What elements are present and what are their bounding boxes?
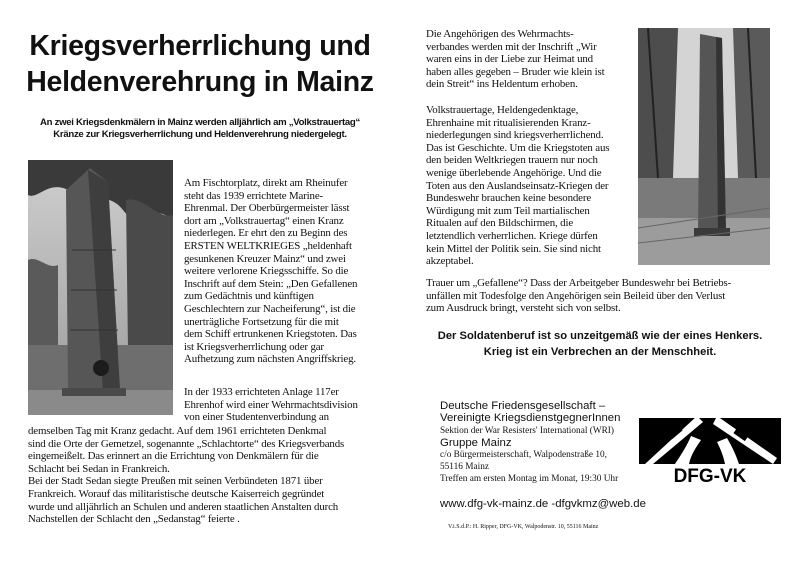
subtitle	[22, 117, 378, 141]
text-line: Volkstrauertage, Heldengedenktage,	[426, 104, 579, 116]
organization-block	[440, 400, 640, 485]
text-line: akzeptabel.	[426, 255, 474, 268]
text-line: dein Streit“ ins Heldentum erhoben.	[426, 78, 578, 91]
org-section: Sektion der War Resisters' International (WRI)	[440, 425, 614, 436]
text-line: haben alles gegeben – Bruder wie klein ist	[426, 65, 605, 78]
text-line: wurde und alljährlich an Schulen und anderen staatlichen Anstalten durch	[28, 500, 339, 513]
text-line: Aufhetzung zum nächsten Angriffskrieg.	[184, 353, 356, 366]
text-line: steht das 1939 errichtete Marine-	[184, 189, 323, 202]
trauer-paragraph	[426, 277, 786, 315]
text-line: zum Ausdruck bringt, versteht sich von selbst.	[426, 302, 621, 315]
text-line: Am Fischtorplatz, direkt am Rheinufer	[184, 177, 348, 189]
website-link[interactable]: www.dfg-vk-mainz.de -dfgvkmz@web.de	[440, 498, 646, 510]
text-line: zum Gedächtnis und künftigen	[184, 290, 314, 303]
text-line: niederlegen. Er ehrt den zu Beginn des	[184, 227, 348, 240]
text-line: dem Schiff ertrunkenen Kriegstoten. Das	[184, 328, 357, 341]
sedan-paragraph	[28, 425, 388, 526]
intro-column	[184, 177, 384, 366]
text-line: kein Mittel der Politik sein. Sie sind nicht	[426, 242, 601, 255]
page-title	[20, 28, 380, 100]
closing-statement	[420, 328, 780, 360]
text-line: Nachstellen der Schlacht den „Sedanstag“ feierte .	[28, 513, 240, 526]
text-line: Würdigung mit zum Teil martialischen	[426, 204, 590, 217]
ehrenhof-photo	[638, 28, 770, 265]
text-line: unfällen mit Todesfolge den Angehörigen sein Beileid über den Verlust	[426, 289, 726, 302]
text-line: Ehrenmal. Der Oberbürgermeister lässt	[184, 202, 350, 215]
text-line: Ritualen auf den Bildschirmen, die	[426, 217, 574, 230]
text-line: Ehrenhof wird einer Wehrmachtsdivision	[184, 398, 358, 411]
text-line: gesunkenen Kreuzer Mainz“ und zwei	[184, 252, 346, 265]
text-line: Ehrenhaine mit ritualisierenden Kranz-	[426, 116, 591, 129]
volkstrauertag-paragraph	[426, 104, 636, 268]
text-line: dort am „Volkstrauertag“ einen Kranz	[184, 214, 344, 227]
text-line: demselben Tag mit Kranz gedacht. Auf dem 1961 errichteten Denkmal	[28, 425, 327, 437]
text-line: verbandes werden mit der Inschrift „Wir	[426, 40, 597, 53]
text-line: letztendlich verherrlichen. Kriege dürfen	[426, 229, 598, 242]
org-name: Vereinigte KriegsdienstgegnerInnen	[440, 412, 621, 425]
text-line: Die Angehörigen des Wehrmachts-	[426, 28, 574, 40]
org-meeting: Treffen am ersten Montag im Monat, 19:30 Uhr	[440, 474, 619, 485]
text-line: Inschrift auf dem Stein: „Den Gefallenen	[184, 277, 358, 290]
text-line: ist Kriegsverherrlichung oder gar	[184, 340, 324, 353]
text-line: weitere verlorene Kriegsschiffe. So die	[184, 265, 349, 278]
text-line: Bundeswehr brauchen keine besondere	[426, 192, 592, 205]
text-line: Schlacht bei Sedan in Frankreich.	[28, 462, 170, 475]
text-line: eingemeißelt. Das erinnert an die Errichtung von Denkmälern für die	[28, 450, 319, 463]
subtitle-line: Kränze zur Kriegsverherrlichung und Heldenverehrung niedergelegt.	[53, 129, 347, 140]
text-line: Toten aus den Auslandseinsatz-Kriegen der	[426, 179, 609, 192]
text-line: Bei der Stadt Sedan siegte Preußen mit seinen Verbündeten 1871 über	[28, 475, 323, 488]
text-line: wenige überlebende Angehörige. Und die	[426, 166, 602, 179]
org-city: 55116 Mainz	[440, 462, 489, 473]
text-line: den beiden Weltkriegen trauern nur noch	[426, 154, 598, 167]
text-line: unerträgliche Fortsetzung für die mit	[184, 315, 339, 328]
org-group: Gruppe Mainz	[440, 436, 512, 449]
marine-memorial-photo	[28, 160, 173, 415]
intro-paragraph	[426, 28, 636, 91]
text-line: niederlegungen sind kriegsverherrlichend.	[426, 129, 604, 142]
title-line: Kriegsverherrlichung und	[29, 30, 371, 62]
text-line: ERSTEN WELTKRIEGES „heldenhaft	[184, 239, 352, 252]
text-line: Das ist Geschichte. Um die Kriegstoten aus	[426, 141, 610, 154]
memorial-image	[28, 160, 173, 415]
logo-text: DFG-VK	[673, 466, 747, 487]
text-line: In der 1933 errichteten Anlage 117er	[184, 386, 339, 398]
text-line: waren eins in der Liebe zur Heimat und	[426, 53, 593, 66]
org-address: c/o Bürgermeisterschaft, Walpodenstraße 10,	[440, 450, 607, 461]
text-line: Trauer um „Gefallene“? Dass der Arbeitgeber Bundeswehr bei Betriebs-	[426, 277, 732, 289]
imprint: V.i.S.d.P.: H. Ripper, DFG-VK, Walpodenstr. 10, 55116 Mainz	[448, 524, 599, 530]
text-line: sind die Orte der Gemetzel, sogenannte „Schlachtorte“ des Kriegsverbands	[28, 437, 345, 450]
subtitle-line: An zwei Kriegsdenkmälern in Mainz werden alljährlich am „Volkstrauertag“	[40, 117, 360, 128]
text-line: Frankreich. Worauf das militaristische deutsche Kaiserreich gegründet	[28, 487, 325, 500]
title-line: Heldenverehrung in Mainz	[26, 66, 374, 98]
ehrenhof-image	[638, 28, 770, 265]
text-line: von einer Studentenverbindung an	[184, 411, 329, 424]
closing-line: Der Soldatenberuf ist so unzeitgemäß wie der eines Henkers.	[437, 330, 763, 342]
ehrenhof-column	[184, 386, 384, 424]
org-name: Deutsche Friedensgesellschaft –	[440, 400, 606, 412]
text-line: Geschlechtern zur Nacheiferung“, ist die	[184, 302, 356, 315]
closing-line: Krieg ist ein Verbrechen an der Menschheit.	[483, 346, 717, 358]
